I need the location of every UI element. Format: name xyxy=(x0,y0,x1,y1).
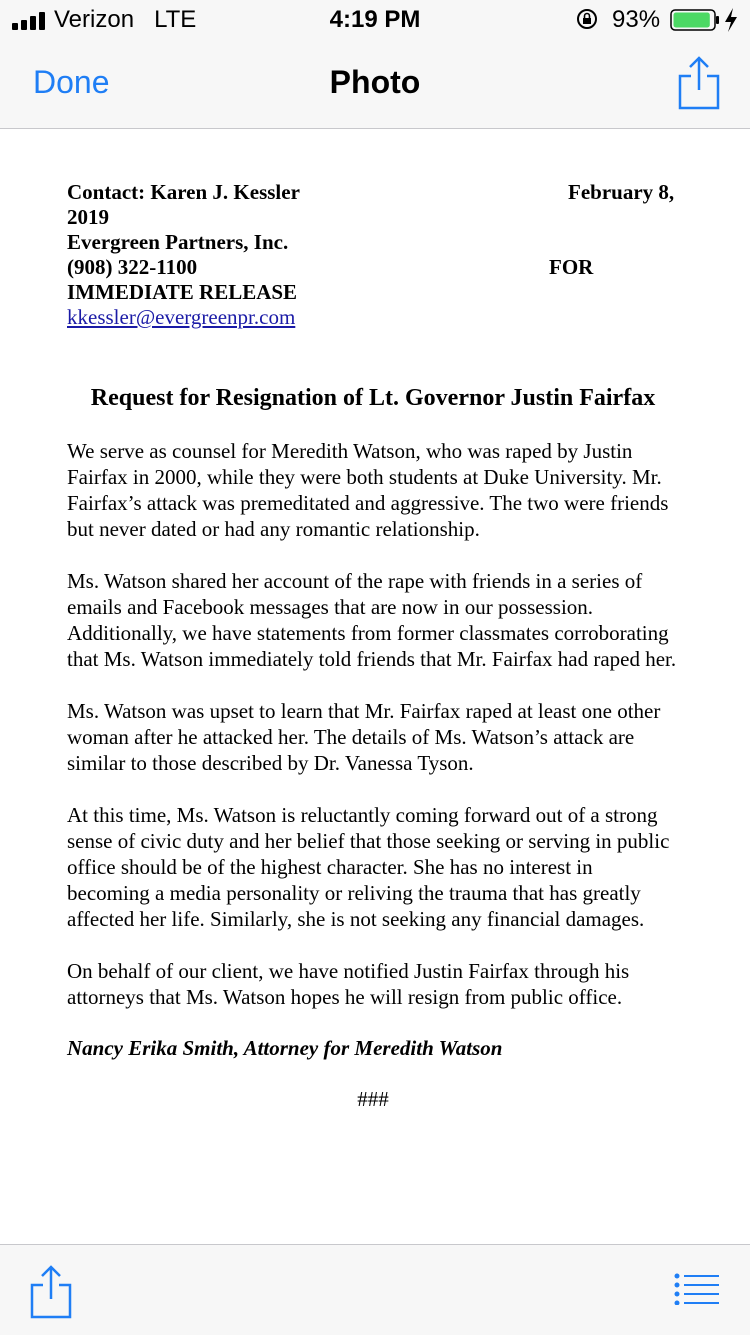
release-label-cont: IMMEDIATE RELEASE xyxy=(67,280,298,304)
battery-percent: 93% xyxy=(612,6,661,33)
charging-bolt-icon xyxy=(724,8,738,32)
release-date: February 8, xyxy=(568,180,675,204)
paragraph: Ms. Watson was upset to learn that Mr. Fairfax raped at least one other woman after he attacked her. The details of Ms. Watson’s attack are similar to those described by Dr. Vanessa Tyson. xyxy=(67,699,661,775)
rotation-lock-icon xyxy=(576,8,598,30)
navigation-header xyxy=(0,0,750,129)
status-time: 4:19 PM xyxy=(329,6,421,33)
share-icon[interactable] xyxy=(30,1265,72,1319)
company-name: Evergreen Partners, Inc. xyxy=(67,230,289,254)
document-headline: Request for Resignation of Lt. Governor Justin Fairfax xyxy=(90,385,656,411)
email-link[interactable]: kkessler@evergreenpr.com xyxy=(67,305,296,329)
battery-icon xyxy=(670,9,720,31)
bottom-toolbar xyxy=(0,1244,750,1335)
paragraph: Ms. Watson shared her account of the rape with friends in a series of emails and Facebook messages that are now in our possession. Additionally, we have statements from former classmates corroborating that Ms. Watson immediately told friends that Mr. Fairfax had raped her. xyxy=(67,569,677,671)
release-year: 2019 xyxy=(67,205,109,229)
phone-number: (908) 322-1100 xyxy=(67,255,198,279)
paragraph: We serve as counsel for Meredith Watson, who was raped by Justin Fairfax in 2000, while they were both students at Duke University. Mr. Fairfax’s attack was premeditated and aggressive. The two were friends but never dated or had any romantic relationship. xyxy=(67,439,669,541)
end-mark: ### xyxy=(357,1087,389,1111)
carrier-name: Verizon xyxy=(54,6,135,33)
contact-name: Contact: Karen J. Kessler xyxy=(67,180,300,204)
list-icon[interactable] xyxy=(674,1273,720,1305)
paragraph: On behalf of our client, we have notified Justin Fairfax through his attorneys that Ms. Watson hopes he will resign from public office. xyxy=(67,959,630,1009)
contact-line-4 xyxy=(67,255,679,280)
page-title: Photo xyxy=(329,64,421,100)
status-bar xyxy=(0,0,750,40)
paragraph: At this time, Ms. Watson is reluctantly coming forward out of a strong sense of civic duty and her belief that those seeking or serving in public office should be of the highest character. She has no interest in becoming a media personality or reliving the trauma that has greatly affected her life. Similarly, she is not seeking any financial damages. xyxy=(67,803,670,931)
contact-block xyxy=(67,180,679,330)
network-type: LTE xyxy=(154,6,197,33)
signature: Nancy Erika Smith, Attorney for Meredith Watson xyxy=(67,1036,503,1060)
document-photo xyxy=(67,180,679,1112)
share-icon[interactable] xyxy=(678,56,720,110)
release-label: FOR xyxy=(549,255,594,279)
done-button[interactable]: Done xyxy=(33,64,110,100)
contact-line-1 xyxy=(67,180,679,205)
